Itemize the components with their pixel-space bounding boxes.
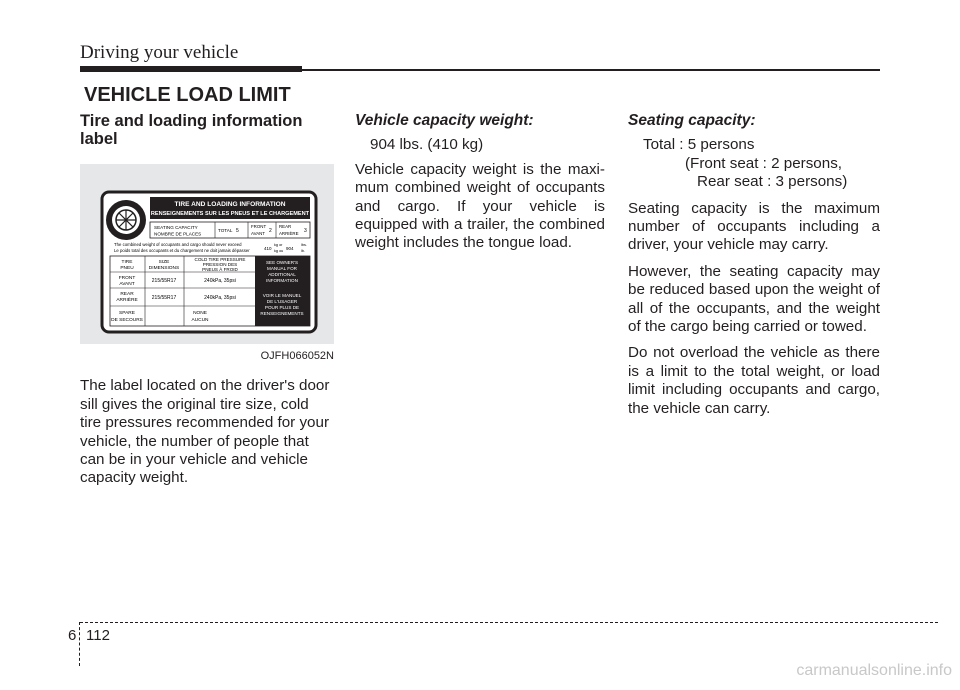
total-label: TOTAL <box>218 228 233 233</box>
seating-paragraph-2: However, the seating capacity may be reduced based upon the weight of all of the occupants, and the weight of the cargo being carried or towed. <box>628 262 880 336</box>
front-seat-value: 2 <box>269 228 272 234</box>
label-title-en: TIRE AND LOADING INFORMATION <box>174 201 286 208</box>
header-rule-thin <box>302 69 880 71</box>
header-rule-thick <box>80 66 302 72</box>
front-row-en: FRONT <box>118 276 136 281</box>
pressure-header-en: COLD TIRE PRESSURE <box>194 257 246 262</box>
column-1 <box>80 110 334 496</box>
column-3 <box>628 110 880 426</box>
spare-row-fr: DE SECOURS <box>111 318 143 323</box>
size-header-en: SIZE <box>158 260 170 265</box>
label-description: The label located on the driver's door sill gives the original tire size, cold tire pressures recommended for your vehicle, the number of people that can be in your vehicle and vehicle capacity weight. <box>80 377 330 487</box>
column-2 <box>355 110 605 261</box>
voir-manuel-4: RENSEIGNEMENTS <box>260 311 304 316</box>
footer-rule <box>80 622 938 623</box>
section-title: VEHICLE LOAD LIMIT <box>84 84 291 106</box>
label-title-fr: RENSEIGNEMENTS SUR LES PNEUS ET LE CHARGEMENT <box>150 211 310 217</box>
total-value: 5 <box>236 228 239 234</box>
pressure-header-fr2: PNEUS À FROID <box>202 267 238 272</box>
page-number: 112 <box>86 627 110 644</box>
rear-row-fr: ARRIÈRE <box>116 298 138 303</box>
see-manual-3: ADDITIONAL <box>268 272 296 277</box>
seating-capacity-en: SEATING CAPACITY <box>154 225 198 230</box>
pressure-header-fr1: PRESSION DES <box>202 262 238 267</box>
chapter-number: 6 <box>68 627 77 644</box>
tire-header-en: TIRE <box>121 260 133 265</box>
vehicle-capacity-heading: Vehicle capacity weight: <box>355 112 534 129</box>
voir-manuel-1: VOIR LE MANUEL <box>262 293 302 298</box>
rear-seat-en: REAR <box>279 224 292 229</box>
running-header: Driving your vehicle <box>80 42 239 63</box>
see-manual-1: SEE OWNER'S <box>265 260 299 265</box>
see-manual-2: MANUAL FOR <box>267 266 297 271</box>
tire-label-figure <box>80 164 334 344</box>
front-row-fr: AVANT <box>119 282 135 287</box>
size-header-fr: DIMENSIONS <box>148 266 180 271</box>
rear-seat-fr: ARRIÈRE <box>279 231 299 236</box>
vehicle-capacity-value: 904 lbs. (410 kg) <box>370 136 484 154</box>
seating-total: Total : 5 persons <box>643 136 755 154</box>
kg-value: 410 <box>264 246 272 251</box>
seating-capacity-fr: NOMBRE DE PLACES <box>154 231 202 237</box>
seating-paragraph-1: Seating capacity is the maximum number of occupants including a driver, your vehicle may carry. <box>628 199 880 254</box>
rear-seat-value: 3 <box>304 228 307 234</box>
lbs-unit-fr: lb. <box>301 249 306 253</box>
front-seat-en: FRONT <box>251 224 267 229</box>
front-tire-pressure: 240kPa, 35psi <box>204 278 236 284</box>
lbs-unit: lbs. <box>301 243 307 247</box>
figure-caption: OJFH066052N <box>260 350 334 362</box>
seating-paragraph-3: Do not overload the vehicle as there is a limit to the total weight, or load limit including occupants and cargo, the vehicle can carry. <box>628 344 880 417</box>
kg-unit-fr: kg ou <box>274 249 284 253</box>
see-manual-4: INFORMATION <box>266 278 298 283</box>
footer-rule-vertical <box>79 622 80 666</box>
spare-none-en: NONE <box>193 311 207 316</box>
front-tire-size: 215/55R17 <box>151 278 177 284</box>
seating-front: (Front seat : 2 persons, <box>685 154 843 172</box>
seating-rear: Rear seat : 3 persons) <box>697 173 848 191</box>
front-seat-fr: AVANT <box>251 231 265 236</box>
voir-manuel-3: POUR PLUS DE <box>264 305 300 310</box>
seating-capacity-heading: Seating capacity: <box>628 112 756 129</box>
watermark: carmanualsonline.info <box>796 662 952 679</box>
rear-tire-pressure: 240kPa, 35psi <box>204 295 236 301</box>
wheel-icon <box>106 200 146 240</box>
spare-row-en: SPARE <box>119 311 135 316</box>
voir-manuel-2: DE L'USAGER <box>266 299 298 304</box>
vehicle-capacity-body: Vehicle capacity weight is the maxi-mum combined weight of occupants and cargo. If your vehicle is equipped with a trailer, the combined weight includes the tongue load. <box>355 160 605 252</box>
kg-unit: kg or <box>274 243 283 247</box>
tire-label-heading: Tire and loading information label <box>80 112 303 148</box>
combined-weight-fr: Le poids total des occupants et du chargement ne doit jamais dépasser <box>114 248 250 253</box>
rear-row-en: REAR <box>120 292 134 297</box>
spare-none-fr: AUCUN <box>191 318 209 323</box>
lbs-value: 904 <box>286 246 294 251</box>
tire-label-illustration <box>80 164 334 344</box>
tire-header-fr: PNEU <box>120 266 134 271</box>
combined-weight-en: The combined weight of occupants and cargo should never exceed <box>114 242 242 247</box>
rear-tire-size: 215/55R17 <box>151 295 177 301</box>
